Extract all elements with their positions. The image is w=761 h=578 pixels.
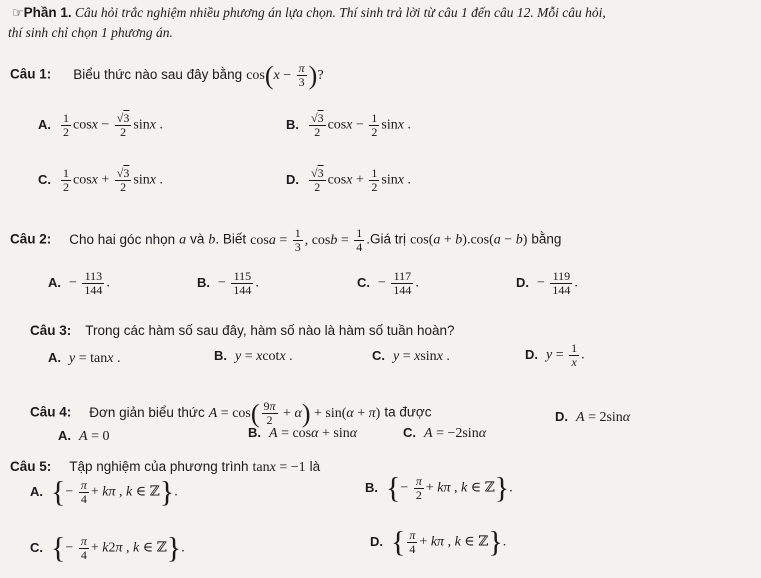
- option-1c[interactable]: C. $\frac{1}{2}$ cosx + $\frac{√3}{2}$ sinx .: [38, 166, 163, 194]
- option-1a[interactable]: A. $\frac{1}{2}$ cosx − $\frac{√3}{2}$ sinx .: [38, 111, 163, 139]
- option-5d[interactable]: D. { $\frac{\pi}{4}$ + kπ , k ∈ ℤ}.: [370, 525, 507, 559]
- formula: cos(x − $\frac{\pi}{3}$ )?: [246, 60, 324, 90]
- question-text: Biểu thức nào sau đây bằng: [73, 66, 243, 82]
- option-5a[interactable]: A. {− $\frac{\pi}{4}$ + kπ , k ∈ ℤ}.: [30, 475, 178, 509]
- option-3a[interactable]: A. y = tanx .: [48, 350, 121, 366]
- option-4a[interactable]: A. A = 0: [58, 428, 110, 444]
- question-label: Câu 4:: [30, 404, 72, 420]
- question-1: [10, 62, 324, 89]
- part-header: [12, 3, 606, 23]
- option-2b[interactable]: B. − $\frac{115}{144}$ .: [197, 269, 259, 297]
- option-2c[interactable]: C. − $\frac{117}{144}$ .: [357, 269, 419, 297]
- question-label: Câu 1:: [10, 66, 52, 82]
- question-5: Câu 5: Tập nghiệm của phương trình tanx = −1 là: [10, 459, 321, 475]
- question-3: Câu 3: Trong các hàm số sau đây, hàm số nào là hàm số tuần hoàn?: [30, 323, 455, 338]
- option-5b[interactable]: B. {− $\frac{\pi}{2}$ + kπ , k ∈ ℤ}.: [365, 471, 513, 505]
- option-1b[interactable]: B. $\frac{√3}{2}$ cosx − $\frac{1}{2}$ sinx .: [286, 111, 411, 139]
- question-label: Câu 5:: [10, 459, 52, 474]
- option-1d[interactable]: D. $\frac{√3}{2}$ cosx + $\frac{1}{2}$ sinx .: [286, 166, 411, 194]
- question-label: Câu 2:: [10, 231, 52, 247]
- part-instructions: Câu hỏi trắc nghiệm nhiều phương án lựa chọn. Thí sinh trả lời từ câu 1 đến câu 12. Mỗi câu hỏi,: [75, 5, 606, 20]
- question-4: Câu 4: Đơn giản biểu thức A = cos( $\frac{9\pi}{2}$ + α) + sin(α + π) ta được: [30, 398, 432, 428]
- question-2: Câu 2: Cho hai góc nhọn a và b. Biết cosa = $\frac{1}{3}$ , cosb = $\frac{1}{4}$ .Giá trị cos(a + b).cos(a − b) bằng: [10, 226, 562, 254]
- option-2a[interactable]: A. − $\frac{113}{144}$ .: [48, 269, 110, 297]
- option-4d[interactable]: D. A = 2sinα: [555, 409, 631, 425]
- pointing-hand-icon: ☞: [12, 6, 24, 21]
- part-instructions-line2: thí sinh chỉ chọn 1 phương án.: [8, 25, 173, 40]
- option-3b[interactable]: B. y = xcotx .: [214, 348, 293, 364]
- option-4b[interactable]: B. A = cosα + sinα: [248, 425, 358, 441]
- part-label: Phần 1.: [23, 5, 72, 20]
- option-3d[interactable]: D. y = $\frac{1}{x}$ .: [525, 341, 585, 369]
- option-4c[interactable]: C. A = −2sinα: [403, 425, 487, 441]
- option-3c[interactable]: C. y = xsinx .: [372, 348, 450, 364]
- option-2d[interactable]: D. − $\frac{119}{144}$ .: [516, 269, 578, 297]
- option-5c[interactable]: C. {− $\frac{\pi}{4}$ + k2π , k ∈ ℤ}.: [30, 531, 185, 565]
- question-label: Câu 3:: [30, 323, 72, 338]
